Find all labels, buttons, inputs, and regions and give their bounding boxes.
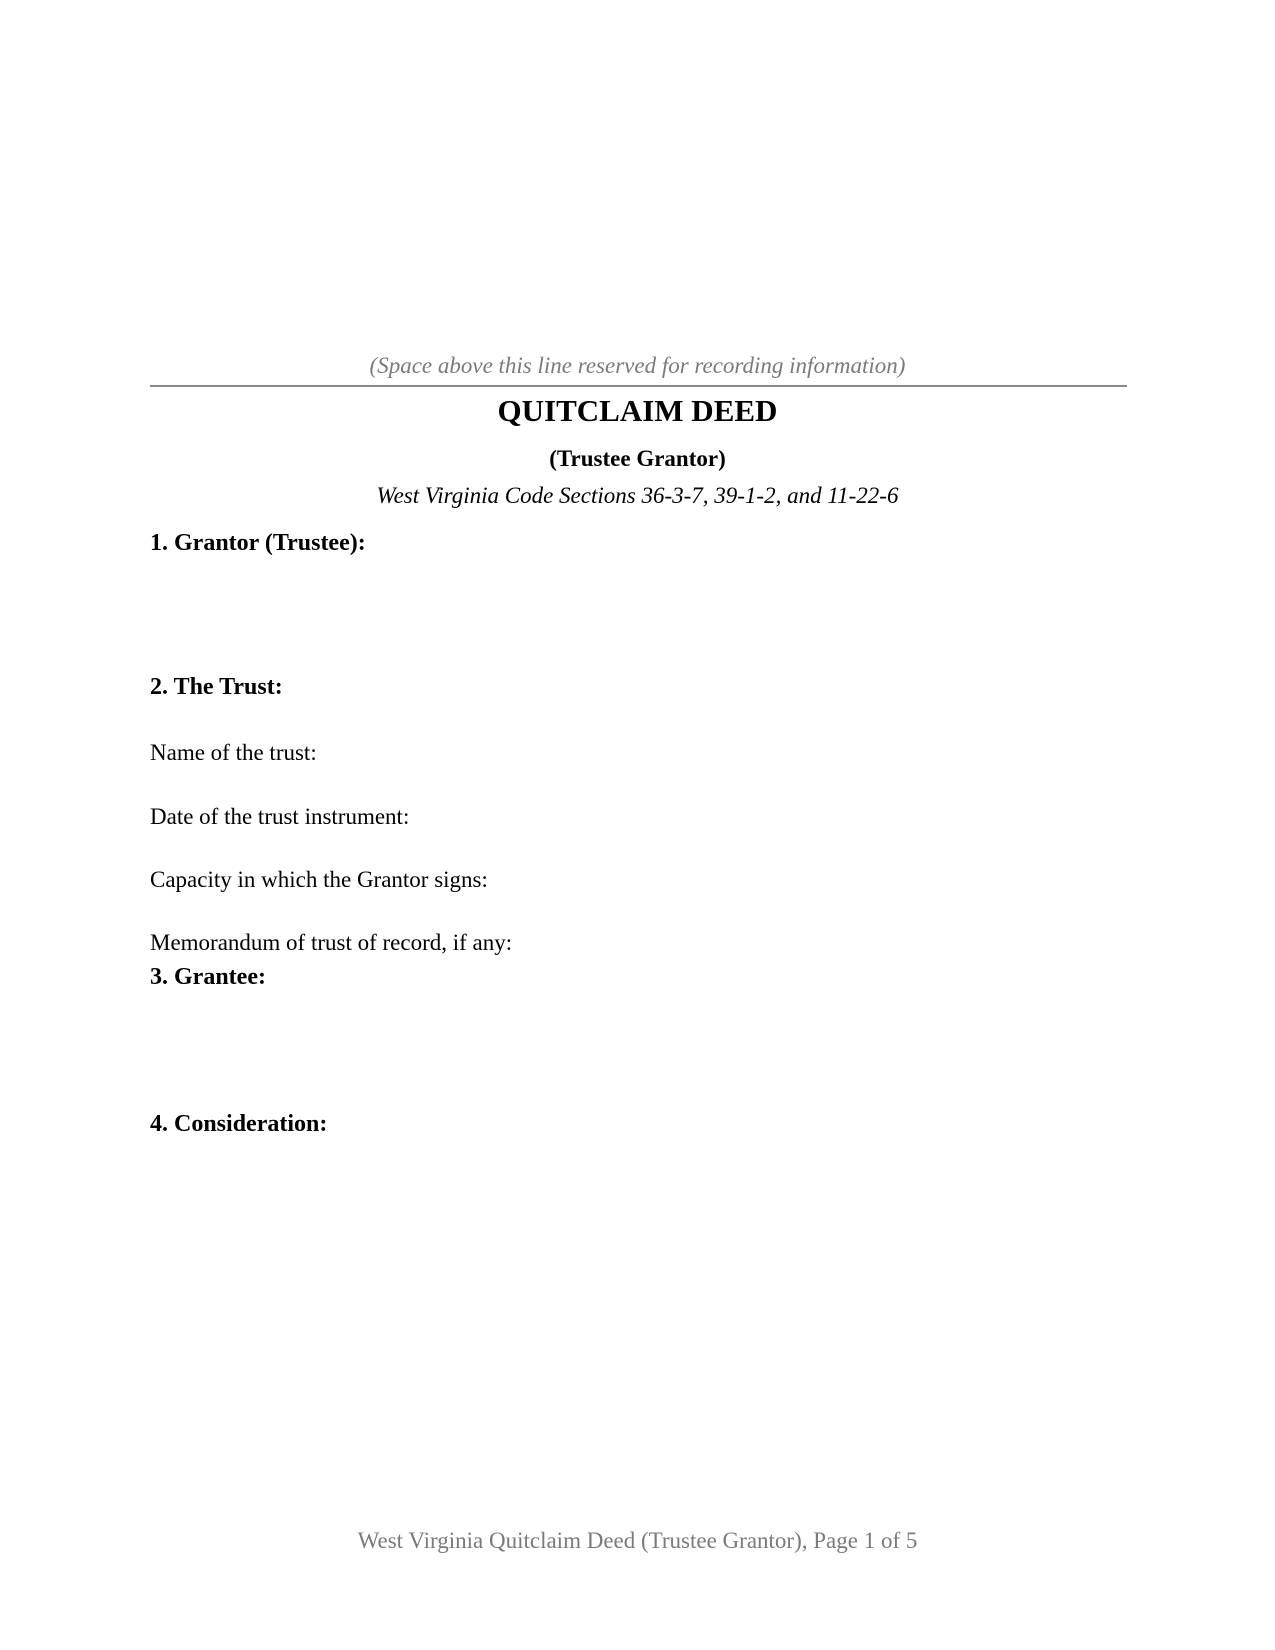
trust-date-label: Date of the trust instrument:	[150, 804, 410, 829]
section-grantee-heading: 3. Grantee:	[150, 964, 266, 990]
document-subtitle: (Trustee Grantor)	[549, 446, 726, 471]
recording-divider-line	[150, 385, 1127, 387]
recording-space-note: (Space above this line reserved for recording information)	[369, 353, 906, 378]
statute-reference: West Virginia Code Sections 36-3-7, 39-1-2, and 11-22-6	[376, 483, 899, 508]
grantor-capacity-label: Capacity in which the Grantor signs:	[150, 867, 488, 892]
section-trust-heading: 2. The Trust:	[150, 674, 283, 700]
trust-name-label: Name of the trust:	[150, 740, 317, 765]
page-footer: West Virginia Quitclaim Deed (Trustee Grantor), Page 1 of 5	[357, 1528, 918, 1553]
section-consideration-heading: 4. Consideration:	[150, 1111, 328, 1137]
document-title: QUITCLAIM DEED	[497, 393, 778, 428]
trust-memorandum-label: Memorandum of trust of record, if any:	[150, 930, 513, 955]
section-grantor-heading: 1. Grantor (Trustee):	[150, 530, 366, 556]
